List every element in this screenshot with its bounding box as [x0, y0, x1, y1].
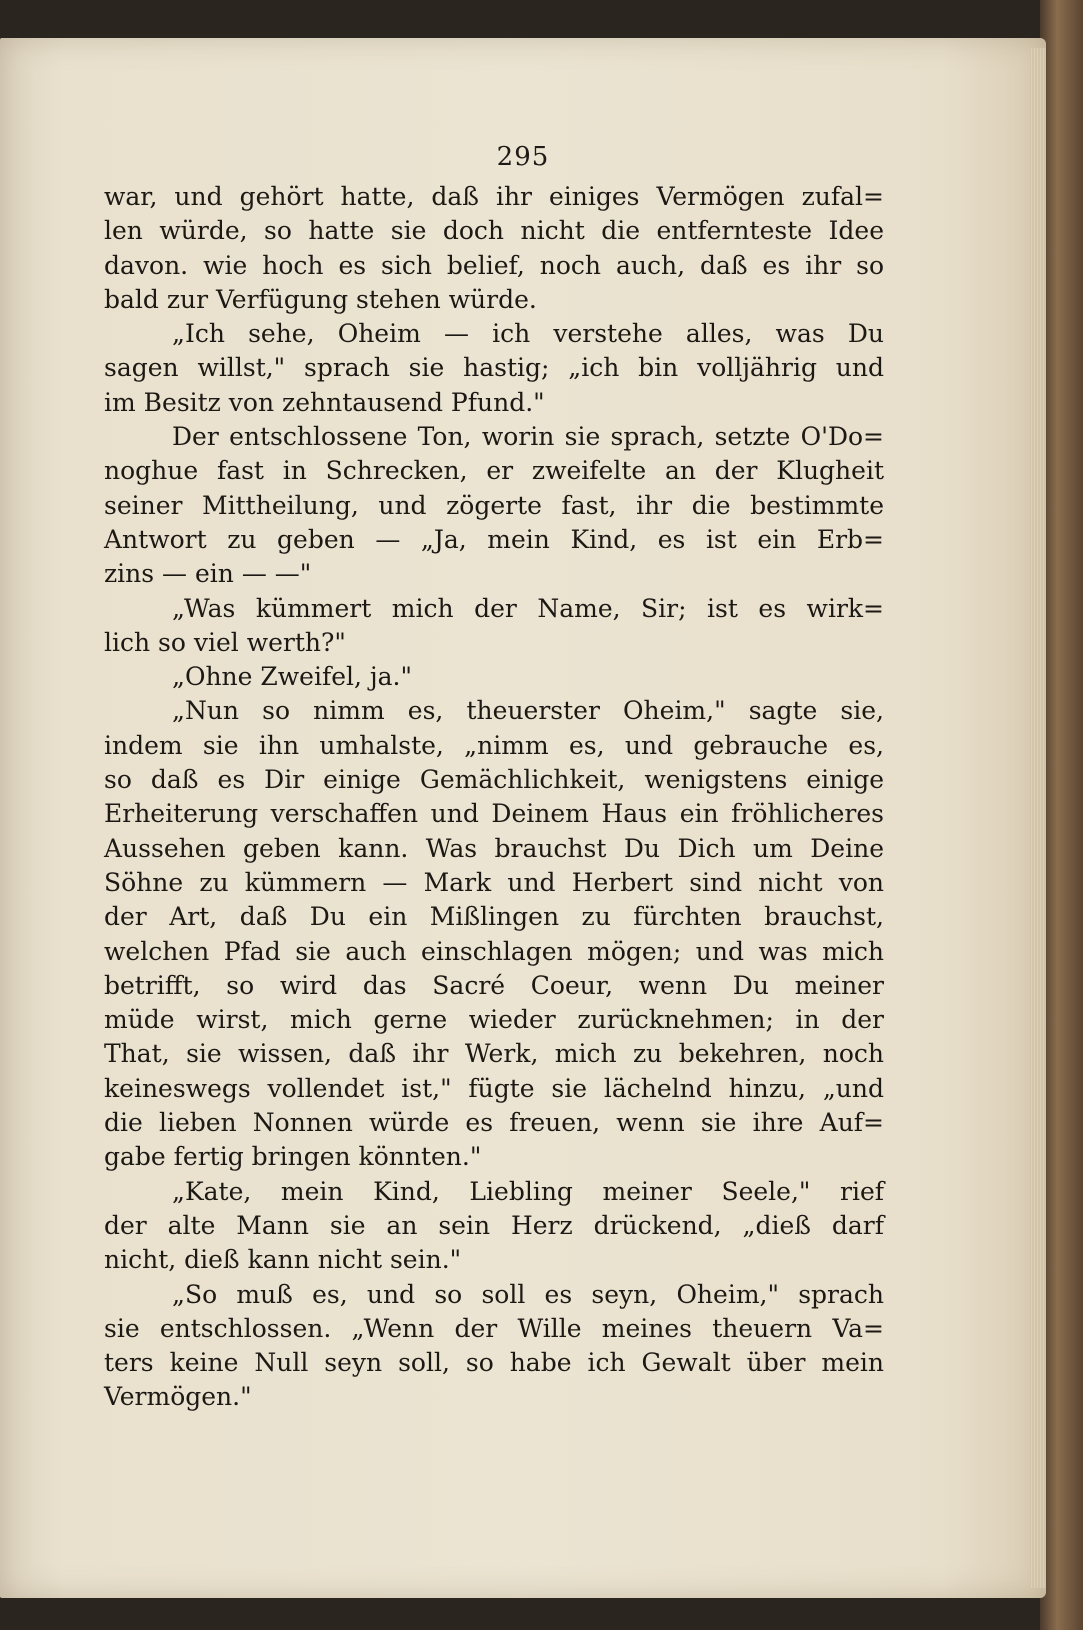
page-edges	[1030, 48, 1046, 1588]
text-line: die lieben Nonnen würde es freuen, wenn sie ihre Auf=	[104, 1108, 884, 1138]
text-line: der alte Mann sie an sein Herz drückend, „dieß darf	[104, 1210, 884, 1240]
book-page	[0, 38, 1046, 1598]
text-line: gabe fertig bringen könnten."	[104, 1142, 482, 1172]
text-line: That, sie wissen, daß ihr Werk, mich zu bekehren, noch	[104, 1039, 884, 1069]
text-line: ters keine Null seyn soll, so habe ich Gewalt über mein	[104, 1348, 884, 1378]
text-line: Aussehen geben kann. Was brauchst Du Dich um Deine	[104, 833, 884, 863]
text-line: „So muß es, und so soll es seyn, Oheim," sprach	[172, 1279, 884, 1309]
text-line: „Kate, mein Kind, Liebling meiner Seele," rief	[172, 1176, 884, 1206]
text-line: bald zur Verfügung stehen würde.	[104, 284, 537, 314]
text-line: Erheiterung verschaffen und Deinem Haus ein fröhlicheres	[104, 799, 884, 829]
text-line: nicht, dieß kann nicht sein."	[104, 1245, 462, 1275]
text-line: im Besitz von zehntausend Pfund."	[104, 387, 545, 417]
text-line: sagen willst," sprach sie hastig; „ich bin volljährig und	[104, 353, 884, 383]
page-number: 295	[496, 142, 550, 172]
body-text	[104, 180, 884, 1415]
text-line: „Was kümmert mich der Name, Sir; ist es wirk=	[172, 593, 884, 623]
text-line: noghue fast in Schrecken, er zweifelte an der Klugheit	[104, 456, 884, 486]
text-line: „Ohne Zweifel, ja."	[172, 662, 412, 692]
text-line: Vermögen."	[104, 1382, 252, 1412]
text-line: sie entschlossen. „Wenn der Wille meines theuern Va=	[104, 1313, 884, 1343]
text-line: „Ich sehe, Oheim — ich verstehe alles, was Du	[172, 319, 884, 349]
text-line: war, und gehört hatte, daß ihr einiges Vermögen zufal=	[104, 182, 884, 211]
text-line: indem sie ihn umhalste, „nimm es, und gebrauche es,	[104, 730, 884, 760]
book-cover-edge	[1040, 0, 1083, 1630]
text-line: Söhne zu kümmern — Mark und Herbert sind nicht von	[104, 867, 884, 897]
text-line: „Nun so nimm es, theuerster Oheim," sagte sie,	[172, 696, 884, 726]
text-line: seiner Mittheilung, und zögerte fast, ihr die bestimmte	[104, 490, 884, 520]
text-line: welchen Pfad sie auch einschlagen mögen; und was mich	[104, 936, 884, 966]
text-line: zins — ein — —"	[104, 559, 312, 589]
text-line: keineswegs vollendet ist," fügte sie lächelnd hinzu, „und	[104, 1073, 884, 1103]
text-line: der Art, daß Du ein Mißlingen zu fürchten brauchst,	[104, 902, 884, 932]
text-line: lich so viel werth?"	[104, 627, 346, 657]
text-line: len würde, so hatte sie doch nicht die entfernteste Idee	[104, 216, 884, 246]
text-line: müde wirst, mich gerne wieder zurücknehmen; in der	[104, 1005, 884, 1035]
text-line: Antwort zu geben — „Ja, mein Kind, es ist ein Erb=	[104, 524, 884, 554]
text-line: davon. wie hoch es sich belief, noch auch, daß es ihr so	[104, 250, 884, 280]
text-line: betrifft, so wird das Sacré Coeur, wenn Du meiner	[104, 970, 884, 1000]
text-line: Der entschlossene Ton, worin sie sprach, setzte O'Do=	[172, 422, 884, 452]
text-line: so daß es Dir einige Gemächlichkeit, wenigstens einige	[104, 765, 884, 795]
